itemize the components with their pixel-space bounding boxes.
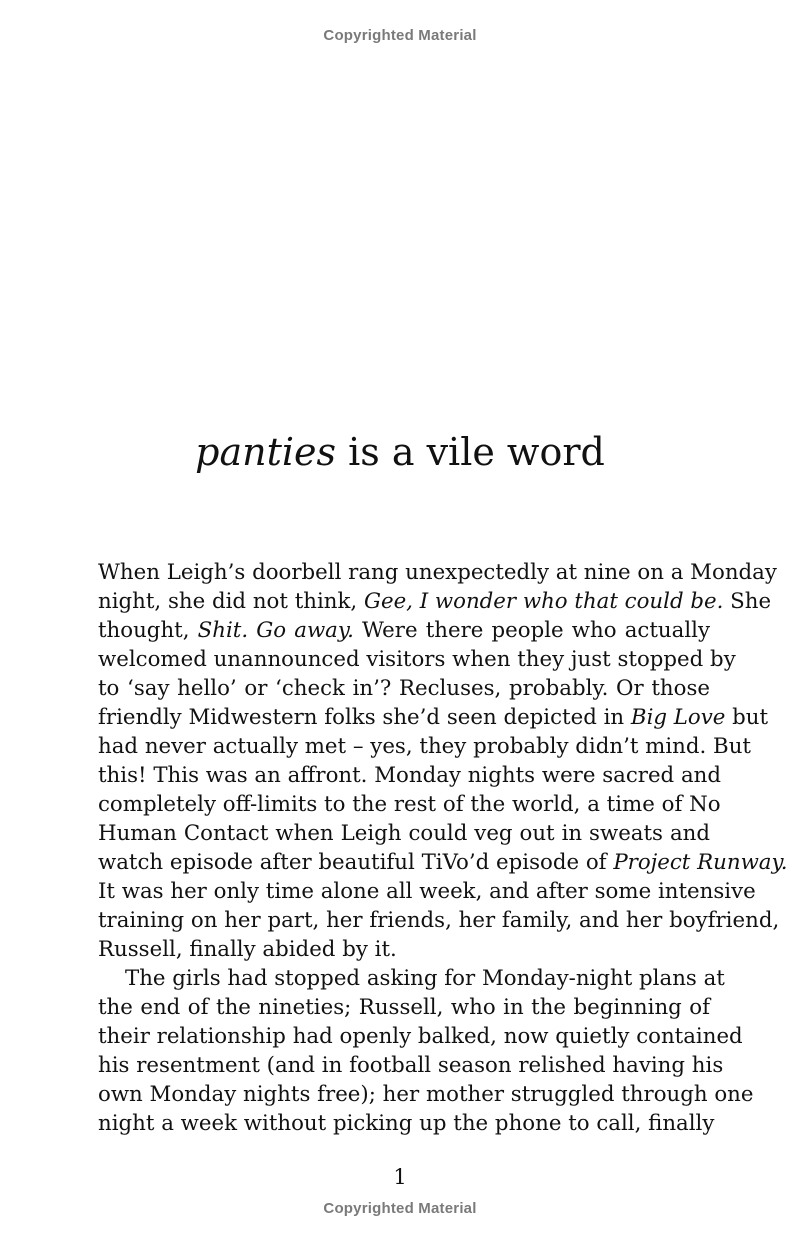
text-line: The girls had stopped asking for Monday-night plans at xyxy=(125,966,725,991)
text-line: own Monday nights free); her mother struggled through one xyxy=(98,1082,754,1107)
text-line: When Leigh’s doorbell rang unexpectedly at nine on a Monday xyxy=(98,560,777,585)
text-line: welcomed unannounced visitors when they just stopped by xyxy=(98,647,736,672)
text-line xyxy=(98,616,710,645)
text-line: the end of the nineties; Russell, who in the beginning of xyxy=(98,995,710,1020)
text-line: to ‘say hello’ or ‘check in’? Recluses, probably. Or those xyxy=(98,676,710,701)
text-span: night, she did not think, xyxy=(98,589,364,614)
paragraph-1 xyxy=(98,558,788,964)
text-line: their relationship had openly balked, now quietly contained xyxy=(98,1024,743,1049)
text-span: She xyxy=(723,589,772,614)
chapter-title-rest: is a vile word xyxy=(336,430,605,474)
italic-span: Shit. Go away. xyxy=(197,618,354,643)
italic-span: Gee, I wonder who that could be. xyxy=(363,589,724,614)
text-span: thought, xyxy=(98,618,198,643)
text-line: this! This was an affront. Monday nights were sacred and xyxy=(98,763,722,788)
text-line: his resentment (and in football season relished having his xyxy=(98,1053,724,1078)
text-line: Russell, finally abided by it. xyxy=(98,937,397,962)
text-line: training on her part, her friends, her family, and her boyfriend, xyxy=(98,908,780,933)
chapter-title xyxy=(0,428,800,476)
text-line: night a week without picking up the phone to call, finally xyxy=(98,1111,715,1136)
page-number: 1 xyxy=(393,1165,407,1189)
text-span: but xyxy=(725,705,769,730)
text-line: It was her only time alone all week, and after some intensive xyxy=(98,879,756,904)
copyright-watermark-bottom: Copyrighted Material xyxy=(323,1200,477,1217)
text-line: completely off-limits to the rest of the world, a time of No xyxy=(98,792,721,817)
text-line xyxy=(98,848,788,877)
text-line: had never actually met – yes, they probably didn’t mind. But xyxy=(98,734,751,759)
text-line: Human Contact when Leigh could veg out in sweats and xyxy=(98,821,710,846)
text-line xyxy=(98,587,772,616)
copyright-watermark-top: Copyrighted Material xyxy=(323,27,477,44)
text-line xyxy=(98,703,769,732)
chapter-body xyxy=(98,558,788,1138)
italic-span: Project Runway. xyxy=(613,850,788,875)
italic-span: Big Love xyxy=(630,705,726,730)
chapter-title-italic: panties xyxy=(195,430,337,474)
paragraph-2 xyxy=(98,964,754,1138)
text-span: Were there people who actually xyxy=(353,618,710,643)
text-span: friendly Midwestern folks she’d seen depicted in xyxy=(98,705,631,730)
text-span: watch episode after beautiful TiVo’d episode of xyxy=(98,850,614,875)
